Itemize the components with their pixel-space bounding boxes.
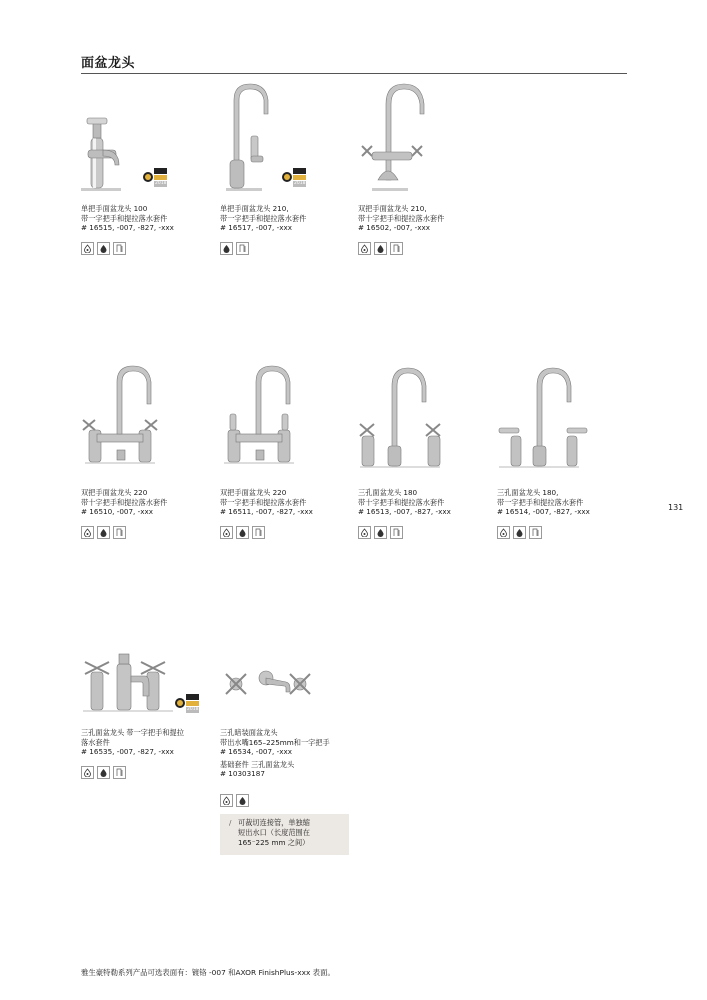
product-description: 带出水嘴165–225mm和一字把手 [220, 737, 330, 747]
product-code: # 16515, -007, -827, -xxx [81, 223, 174, 233]
height-icon [252, 526, 265, 539]
faucet-image [81, 362, 171, 472]
hot-water-icon [97, 766, 110, 779]
hot-water-icon [374, 526, 387, 539]
faucet-image [358, 362, 458, 472]
height-icon [390, 526, 403, 539]
water-saving-icon [358, 526, 371, 539]
faucet-image [81, 648, 181, 718]
page-number: 131 [668, 503, 684, 512]
water-saving-icon [81, 766, 94, 779]
note-line: 可裁切连接管，单独缩 [238, 818, 310, 827]
product-code: # 16510, -007, -xxx [81, 507, 153, 517]
product-description: 带一字把手和提拉落水套件 [220, 213, 307, 223]
product-description: 落水套件 [81, 737, 110, 747]
product-code: # 16502, -007, -xxx [358, 223, 430, 233]
product-description: 带一字把手和提拉落水套件 [81, 213, 168, 223]
note-marker-icon: / [229, 818, 232, 827]
base-set-code: # 10303187 [220, 769, 265, 779]
water-saving-icon [81, 526, 94, 539]
height-icon [529, 526, 542, 539]
note-line: 165⁻225 mm 之间） [238, 838, 310, 847]
height-icon [113, 526, 126, 539]
water-saving-icon [220, 794, 233, 807]
product-name: 双把手面盆龙头 220 [81, 488, 148, 497]
hot-water-icon [97, 526, 110, 539]
page-title: 面盆龙头 [81, 56, 136, 71]
footer-note: 雅生豪特勒系列产品可选表面有：镀铬 -007 和AXOR FinishPlus-xxx 表面。 [81, 968, 335, 977]
award-year: 2018 [155, 181, 167, 186]
product-code: # 16514, -007, -827, -xxx [497, 507, 590, 517]
height-icon [113, 766, 126, 779]
hot-water-icon [374, 242, 387, 255]
award-year: 2018 [294, 181, 306, 186]
hot-water-icon [220, 242, 233, 255]
hot-water-icon [236, 794, 249, 807]
product-name: 三孔暗装面盆龙头 [220, 728, 278, 737]
info-note [220, 814, 349, 855]
hot-water-icon [236, 526, 249, 539]
design-award-badge [282, 166, 306, 192]
hot-water-icon [513, 526, 526, 539]
product-code: # 16511, -007, -827, -xxx [220, 507, 313, 517]
water-saving-icon [358, 242, 371, 255]
height-icon [113, 242, 126, 255]
product-description: 带一字把手和提拉落水套件 [220, 497, 307, 507]
product-code: # 16535, -007, -827, -xxx [81, 747, 174, 757]
award-year: 2018 [187, 707, 199, 712]
product-name: 三孔面盆龙头 180, [497, 488, 559, 497]
water-saving-icon [497, 526, 510, 539]
faucet-image [497, 362, 597, 472]
faucet-image [220, 660, 320, 710]
faucet-image [358, 80, 448, 195]
water-saving-icon [81, 242, 94, 255]
product-code: # 16517, -007, -xxx [220, 223, 292, 233]
product-name: 单把手面盆龙头 210, [220, 204, 289, 213]
title-divider [81, 73, 627, 74]
hot-water-icon [97, 242, 110, 255]
product-code: # 16513, -007, -827, -xxx [358, 507, 451, 517]
water-saving-icon [220, 526, 233, 539]
base-set-name: 基础套件 三孔面盆龙头 [220, 759, 295, 769]
product-name: 双把手面盆龙头 210, [358, 204, 427, 213]
design-award-badge [143, 166, 167, 192]
product-name: 双把手面盆龙头 220 [220, 488, 287, 497]
note-line: 短出水口（长度范围在 [238, 828, 310, 837]
product-description: 带十字把手和提拉落水套件 [81, 497, 168, 507]
product-name: 三孔面盆龙头 带一字把手和提拉 [81, 728, 184, 737]
height-icon [390, 242, 403, 255]
faucet-image [220, 362, 310, 472]
product-code: # 16534, -007, -xxx [220, 747, 292, 757]
product-description: 带十字把手和提拉落水套件 [358, 213, 445, 223]
product-description: 带一字把手和提拉落水套件 [497, 497, 584, 507]
product-name: 三孔面盆龙头 180 [358, 488, 418, 497]
product-description: 带十字把手和提拉落水套件 [358, 497, 445, 507]
height-icon [236, 242, 249, 255]
product-name: 单把手面盆龙头 100 [81, 204, 148, 213]
design-award-badge [175, 692, 199, 718]
